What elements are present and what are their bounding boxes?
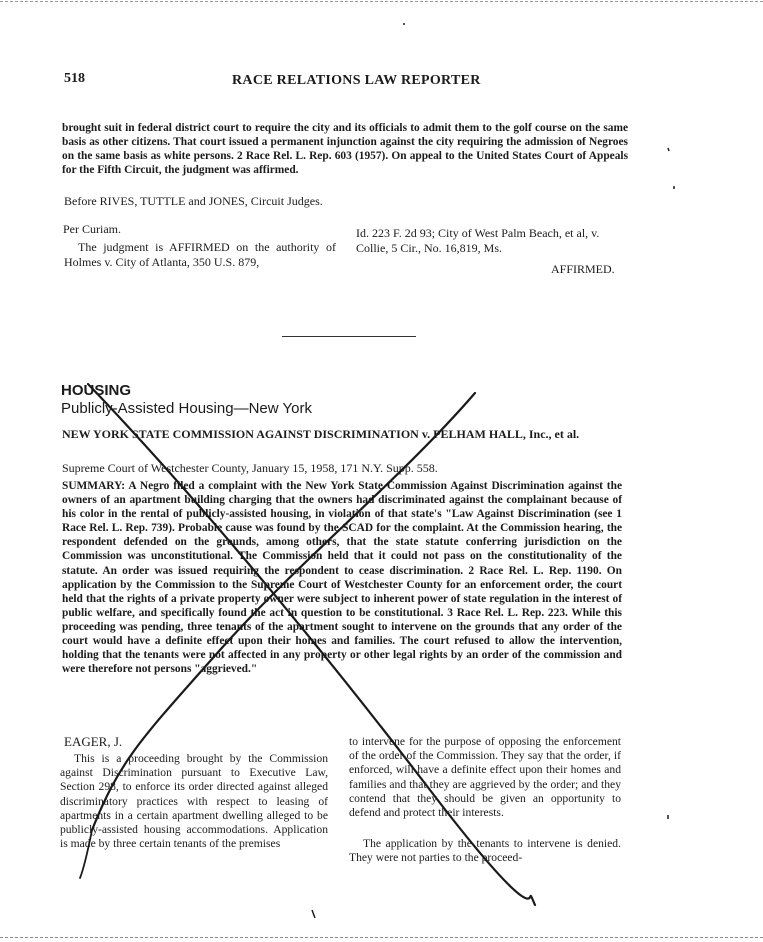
case-court-citation: Supreme Court of Westchester County, January 15, 1958, 171 N.Y. Supp. 558. xyxy=(62,461,438,475)
section-heading: HOUSING xyxy=(61,382,132,399)
judge-name: EAGER, J. xyxy=(64,734,123,749)
page-number: 518 xyxy=(64,71,85,86)
case-summary: SUMMARY: A Negro filed a complaint with the New York State Commission Against Discrimination against the owners of an apartment building charging that the owners had discriminated against the complainant because of his color in the rental of publicly-assisted housing, in violation of that state's "Law Against Discrimination (see 1 Race Rel. L. Rep. 739). Probable cause was found by the SCAD for the complaint. At the Commission hearing, the respondent defended on the grounds, among others, that the state statute conferring jurisdiction on the Commission was unconstitutional. The Commission held that it could not pass on the constitutionality of the statute. An order was issued requiring the respondent to cease discrimination. 2 Race Rel. L. Rep. 1190. On application by the Commission to the Supreme Court of Westchester County for an enforcement order, the court held that the rights of a private property owner were subject to inherent power of state regulation in the interest of public welfare, and specifically found the act in question to be constitutional. 3 Race Rel. L. Rep. 223. While this proceeding was pending, three tenants of the apartment sought to intervene on the grounds that any order of the court would have a definite effect upon their homes and families. The court refused to allow the intervention, holding that the tenants were not affected in any property or other legal rights by an order of the commission and were therefore not persons "aggrieved." xyxy=(62,480,622,676)
opinion-column-left: This is a proceeding brought by the Commission against Discrimination pursuant to Executive Law, Section 298, to enforce its order directed against alleged discriminatory practices with respect to leasing of apartments in a certain apartment dwelling alleged to be publicly-assisted housing accommodations. Application is made by three certain tenants of the premises xyxy=(60,752,328,851)
disposition: AFFIRMED. xyxy=(551,262,615,276)
prior-case-summary: brought suit in federal district court to require the city and its officials to admit them to the golf course on the same basis as other citizens. That court issued a permanent injunction against the city requiring the admission of Negroes on the same basis as white persons. 2 Race Rel. L. Rep. 603 (1957). On appeal to the United States Court of Appeals for the Fifth Circuit, the judgment was affirmed. xyxy=(62,122,628,177)
opinion-column-right-para-2: The application by the tenants to intervene is denied. They were not parties to the proceed- xyxy=(349,837,621,865)
per-curiam-label: Per Curiam. xyxy=(63,222,121,236)
per-curiam-citation: Id. 223 F. 2d 93; City of West Palm Beach, et al, v. Collie, 5 Cir., No. 16,819, Ms. xyxy=(356,226,600,255)
case-title: NEW YORK STATE COMMISSION AGAINST DISCRIMINATION v. PELHAM HALL, Inc., et al. xyxy=(62,427,580,441)
running-title: RACE RELATIONS LAW REPORTER xyxy=(232,73,481,88)
opinion-column-right-para-1: to intervene for the purpose of opposing the enforcement of the order of the Commission. They say that the order, if enforced, will have a definite effect upon their homes and families and that they are aggrieved by the order; and they contend that they should be given an opportunity to defend and protect their interests. xyxy=(349,735,621,820)
prior-case-judges: Before RIVES, TUTTLE and JONES, Circuit Judges. xyxy=(64,194,323,208)
bottom-scan-border xyxy=(0,937,763,938)
per-curiam-opinion: The judgment is AFFIRMED on the authority of Holmes v. City of Atlanta, 350 U.S. 879, xyxy=(64,240,336,269)
section-subheading: Publicly-Assisted Housing—New York xyxy=(61,400,312,417)
